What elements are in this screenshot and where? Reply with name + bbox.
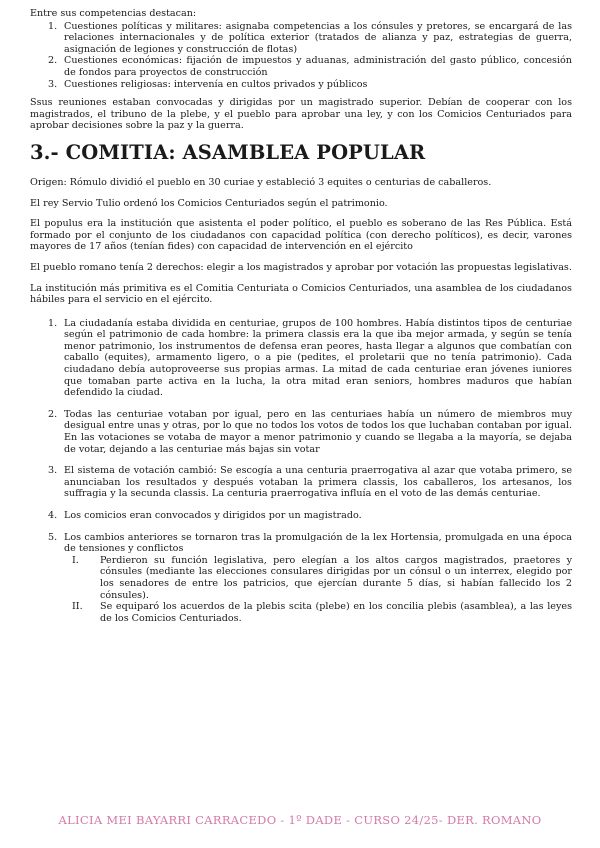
competencias-intro: Entre sus competencias destacan: [30, 8, 197, 19]
list-item [30, 409, 572, 455]
roman-number: I. [72, 554, 79, 566]
list-number: 2. [48, 55, 58, 67]
list-item-text: Los comicios eran convocados y dirigidos por un magistrado. [64, 510, 362, 521]
paragraph-servio: El rey Servio Tulio ordenó los Comicios Centuriados según el patrimonio. [30, 197, 388, 209]
list-item-text: La ciudadanía estaba dividida en centuriae, grupos de 100 hombres. Había distintos tipos de centuriae según el patrimonio de cada hombre: la primera classis era la que iba mejor armada, y según se tenía menor patrimonio, los instrumentos de defensa eran peores, hasta llegar a algunos que combatían con caballo (equites), armamento ligero, o a pie (pedites, el proletarii que no tenía patrimonio). Cada ciudadano debía autoproveerse sus propias armas. La mitad de cada centuriae eran jóvenes iuniores que tomaban parte activa en la lucha, la otra mitad eran seniors, hombres maduros que habían defendido la ciudad. [64, 317, 572, 399]
list-item [30, 532, 572, 625]
reuniones-paragraph: Ssus reuniones estaban convocadas y dirigidas por un magistrado superior. Debían de cooperar con los magistrados, el tribuno de la plebe, y el pueblo para aprobar una ley, y con los Comicios Centuriados para aprobar decisiones sobre la paz y la guerra. [30, 97, 572, 132]
list-number: 1. [48, 20, 58, 32]
roman-sublist [64, 555, 572, 625]
list-item [30, 21, 572, 56]
list-item [30, 510, 572, 522]
roman-number: II. [72, 601, 83, 613]
paragraph-populus: El populus era la institución que asistenta el poder político, el pueblo es soberano de las Res Pública. Está formado por el conjunto de los ciudadanos con capacidad política (con derecho políticos), es decir, varones mayores de 17 años (tenían fides) con capacidad de intervención en el ejército [30, 218, 572, 253]
comitia-list [30, 318, 572, 625]
section-heading: 3.- COMITIA: ASAMBLEA POPULAR [30, 140, 426, 164]
list-number: 4. [48, 510, 58, 521]
sublist-item-text: Se equiparó los acuerdos de la plebis scita (plebe) en los concilia plebis (asamblea), a las leyes de los Comicios Centuriados. [100, 601, 572, 624]
list-item [30, 318, 572, 399]
list-item [30, 465, 572, 500]
list-item-text: Cuestiones económicas: fijación de impuestos y aduanas, administración del gasto público, concesión de fondos para proyectos de construcción [64, 55, 572, 78]
sublist-item [64, 601, 572, 624]
list-item-text: Los cambios anteriores se tornaron tras la promulgación de la lex Hortensia, promulgada en una época de tensiones y conflictos [64, 531, 572, 555]
sublist-item-text: Perdieron su función legislativa, pero elegían a los altos cargos magistrados, praetores y cónsules (mediante las elecciones consulares dirigidas por un cónsul o un interrex, elegido por los senadores de entre los patricios, que ejercían durante 5 días, si habían fallecido los 2 cónsules). [100, 554, 572, 601]
list-item-text: Cuestiones religiosas: intervenía en cultos privados y públicos [64, 78, 368, 90]
list-item-text: Cuestiones políticas y militares: asignaba competencias a los cónsules y pretores, se encargará de las relaciones internacionales y de política exterior (tratados de alianza y paz, estrategias de guerra, asignación de legiones y construcción de flotas) [64, 20, 572, 55]
list-item-text: Todas las centuriae votaban por igual, pero en las centuriaes había un número de miembros muy desigual entre unas y otras, por lo que no todos los votos de todos los que luchaban contaban por igual. En las votaciones se votaba de mayor a menor patrimonio y cuando se llegaba a la mayoría, se dejaba de votar, dejando a las centuriae más bajas sin votar [64, 408, 572, 455]
list-number: 5. [48, 531, 58, 543]
list-item [30, 79, 572, 91]
list-number: 1. [48, 317, 58, 329]
list-item [30, 55, 572, 78]
list-number: 3. [48, 78, 58, 90]
document-page [30, 8, 572, 634]
paragraph-derechos: El pueblo romano tenía 2 derechos: elegir a los magistrados y aprobar por votación las propuestas legislativas. [30, 261, 572, 273]
paragraph-origen: Origen: Rómulo dividió el pueblo en 30 curiae y estableció 3 equites o centurias de caballeros. [30, 176, 492, 188]
list-number: 2. [48, 408, 58, 420]
sublist-item [64, 555, 572, 601]
list-item-text: El sistema de votación cambió: Se escogía a una centuria praerrogativa al azar que votaba primero, se anunciaban los resultados y después votaban la primera classis, los caballeros, los artesanos, los suffragia y la secunda classis. La centuria praerrogativa influía en el voto de las demás centuriae. [64, 465, 572, 500]
paragraph-comitia: La institución más primitiva es el Comitia Centuriata o Comicios Centuriados, una asamblea de los ciudadanos hábiles para el servicio en el ejército. [30, 282, 572, 306]
competencias-list [30, 21, 572, 91]
list-number: 3. [48, 465, 58, 477]
page-footer: ALICIA MEI BAYARRI CARRACEDO - 1º DADE - CURSO 24/25- DER. ROMANO [58, 813, 542, 827]
